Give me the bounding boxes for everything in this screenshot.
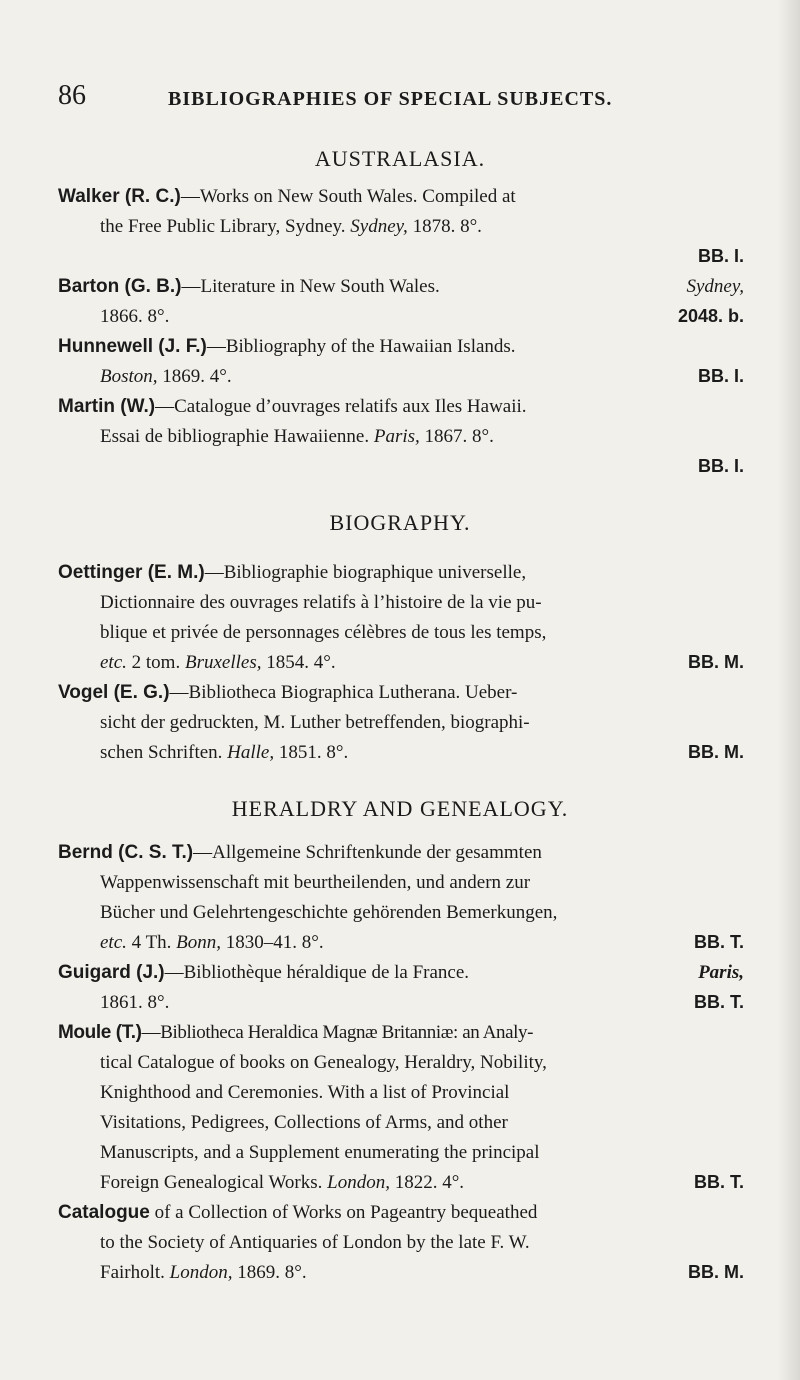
entry-place: Sydney, xyxy=(686,276,744,297)
entry-year-format: 1851. 8°. xyxy=(278,742,349,763)
entry-line xyxy=(58,1202,537,1224)
entry-line xyxy=(100,216,482,238)
page-edge-shadow xyxy=(778,0,800,1380)
entry-year-format: 1878. 8°. xyxy=(412,216,482,237)
entry-title: —Allgemeine Schriftenkunde der gesammten xyxy=(193,842,542,863)
entry-title: —Bibliotheca Biographica Lutherana. Ueber- xyxy=(169,682,518,703)
entry-year-format: 1830–41. 8°. xyxy=(225,932,324,953)
entry-line xyxy=(58,396,527,418)
entry-text-line: Foreign Genealogical Works. xyxy=(100,1172,323,1193)
entry-etc: etc. xyxy=(100,652,127,673)
entry-title: —Catalogue d’ouvrages relatifs aux Iles Hawaii. xyxy=(155,396,527,417)
entry-author: Guigard (J.) xyxy=(58,962,165,983)
entry-shelfmark: BB. T. xyxy=(693,932,744,952)
entry-year-format: 1822. 4°. xyxy=(394,1172,465,1193)
entry-title: —Works on New South Wales. Compiled at xyxy=(180,186,516,207)
entry-line xyxy=(100,426,494,448)
entry-year-format: 1867. 8°. xyxy=(424,426,494,447)
entry-title-cont: sicht der gedruckten, M. Luther betreffenden, biographi- xyxy=(100,712,530,733)
entry-title-cont2: Bücher und Gelehrtengeschichte gehörenden Bemerkungen, xyxy=(100,902,558,923)
entry-place: Halle, xyxy=(227,742,275,763)
entry-title-cont: Wappenwissenschaft mit beurtheilenden, und andern zur xyxy=(100,872,531,893)
entry-etc: etc. xyxy=(100,932,127,953)
entry-author: Oettinger (E. M.) xyxy=(58,562,205,583)
entry-place: Bruxelles, xyxy=(184,652,262,673)
entry-text-line: Manuscripts, and a Supplement enumerating the principal xyxy=(100,1142,540,1163)
entry-author: Moule (T.) xyxy=(58,1022,142,1043)
running-head xyxy=(58,80,758,120)
entry-line xyxy=(58,336,516,358)
entry-line xyxy=(58,276,440,298)
entry-title: —Bibliothèque héraldique de la France. xyxy=(164,962,470,983)
section-heading-biography: BIOGRAPHY. xyxy=(329,510,471,535)
entry-author: Catalogue xyxy=(58,1202,150,1223)
entry-place: London, xyxy=(169,1262,233,1283)
entry-title-cont2: Fairholt. xyxy=(100,1262,165,1283)
entry-line xyxy=(100,932,324,954)
entry-author: Bernd (C. S. T.) xyxy=(58,842,194,863)
entry-shelfmark: BB. I. xyxy=(697,366,744,386)
entry-line xyxy=(58,842,542,864)
entry-shelfmark: BB. I. xyxy=(697,246,744,266)
entry-text-line: tical Catalogue of books on Genealogy, Heraldry, Nobility, xyxy=(100,1052,547,1073)
entry-line xyxy=(58,682,517,704)
entry-year-format: 1861. 8°. xyxy=(100,992,170,1013)
entry-author: Walker (R. C.) xyxy=(58,186,181,207)
running-title: BIBLIOGRAPHIES OF SPECIAL SUBJECTS. xyxy=(168,88,613,110)
entry-line xyxy=(58,562,526,584)
entry-title: —Bibliographie biographique universelle, xyxy=(204,562,527,583)
entry-line xyxy=(100,742,348,764)
entry-place: Bonn, xyxy=(176,932,222,953)
entry-shelfmark: 2048. b. xyxy=(677,306,744,326)
entry-title-cont2: schen Schriften. xyxy=(100,742,223,763)
entry-author: Hunnewell (J. F.) xyxy=(58,336,207,357)
entry-line xyxy=(100,652,336,674)
section-heading-australasia: AUSTRALASIA. xyxy=(314,146,486,171)
entry-place: Paris, xyxy=(373,426,420,447)
entry-text-line: Visitations, Pedigrees, Collections of Arms, and other xyxy=(100,1112,508,1133)
entry-author: Barton (G. B.) xyxy=(58,276,182,297)
entry-shelfmark: BB. T. xyxy=(693,1172,744,1192)
entry-place: Paris, xyxy=(698,962,744,983)
entry-line xyxy=(100,1172,464,1194)
entry-title: —Literature in New South Wales. xyxy=(181,276,440,297)
entry-line xyxy=(58,1022,533,1044)
entry-line xyxy=(58,186,516,208)
entry-place: Boston, xyxy=(100,366,158,387)
entry-line xyxy=(100,366,232,388)
entry-shelfmark: BB. M. xyxy=(688,742,744,762)
entry-place: Sydney, xyxy=(350,216,408,237)
entry-shelfmark: BB. I. xyxy=(697,456,744,476)
entry-line xyxy=(100,1262,307,1284)
entry-title: —Bibliography of the Hawaiian Islands. xyxy=(206,336,516,357)
entry-year-format: 1854. 4°. xyxy=(266,652,336,673)
entry-shelfmark: BB. M. xyxy=(688,1262,744,1282)
entry-shelfmark: BB. T. xyxy=(693,992,744,1012)
entry-place: London, xyxy=(327,1172,390,1193)
entry-title-cont: Dictionnaire des ouvrages relatifs à l’histoire de la vie pu- xyxy=(100,592,542,613)
entry-vols: 4 Th. xyxy=(131,932,172,953)
entry-year-format: 1866. 8°. xyxy=(100,306,170,327)
entry-title-cont: Essai de bibliographie Hawaiienne. xyxy=(100,426,370,447)
entry-text-line: Knighthood and Ceremonies. With a list of Provincial xyxy=(100,1082,510,1103)
entry-year-format: 1869. 8°. xyxy=(237,1262,307,1283)
entry-title-cont2: blique et privée de personnages célèbres de tous les temps, xyxy=(100,622,547,643)
entry-author: Vogel (E. G.) xyxy=(58,682,170,703)
entry-title-cont: the Free Public Library, Sydney. xyxy=(100,216,346,237)
entry-title: of a Collection of Works on Pageantry bequeathed xyxy=(149,1202,538,1223)
entry-shelfmark: BB. M. xyxy=(688,652,744,672)
entry-author: Martin (W.) xyxy=(58,396,156,417)
entry-title: —Bibliotheca Heraldica Magnæ Britanniæ: an Analy- xyxy=(141,1022,534,1043)
entry-vols: 2 tom. xyxy=(131,652,181,673)
entry-line xyxy=(58,962,469,984)
section-heading-heraldry: HERALDRY AND GENEALOGY. xyxy=(231,796,569,821)
page-number: 86 xyxy=(58,80,86,111)
entry-title-cont: to the Society of Antiquaries of London by the late F. W. xyxy=(100,1232,530,1253)
entry-year-format: 1869. 4°. xyxy=(162,366,232,387)
